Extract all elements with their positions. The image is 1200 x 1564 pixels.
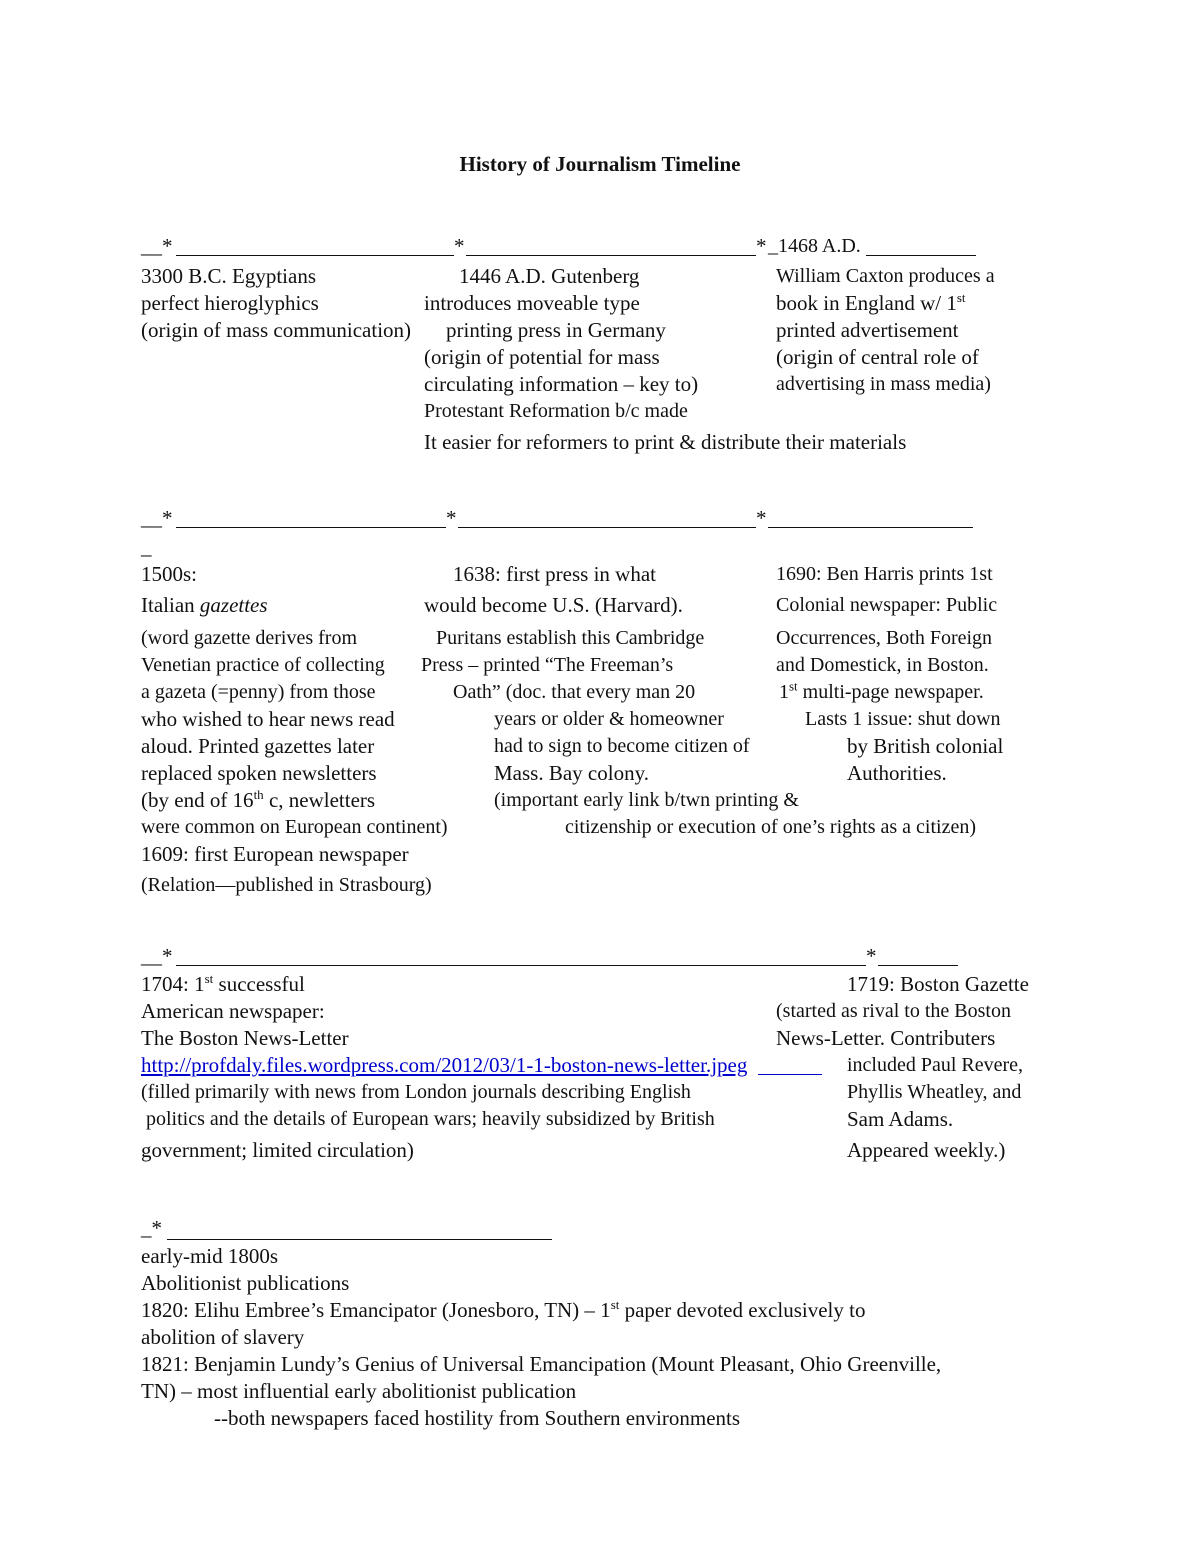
entry-line: circulating information – key to) <box>424 372 699 396</box>
entry-line: William Caxton produces a <box>776 265 995 287</box>
timeline-marker: * <box>756 234 767 258</box>
timeline-marker: _ <box>141 535 152 559</box>
timeline-rule <box>458 527 756 528</box>
timeline-rule <box>866 255 976 256</box>
entry-line: It easier for reformers to print & distribute their materials <box>424 430 907 454</box>
entry-line: citizenship or execution of one’s rights as a citizen) <box>565 816 976 838</box>
entry-line: government; limited circulation) <box>141 1138 414 1162</box>
entry-line: The Boston News-Letter <box>141 1026 349 1050</box>
timeline-marker: _* <box>141 1216 162 1240</box>
timeline-marker: * <box>446 506 457 530</box>
entry-line: 1704: 1st successful <box>141 971 305 996</box>
entry-line: (origin of potential for mass <box>424 345 660 369</box>
page-title: History of Journalism Timeline <box>459 152 741 176</box>
entry-line: --both newspapers faced hostility from Southern environments <box>214 1406 741 1430</box>
entry-line: Oath” (doc. that every man 20 <box>453 681 696 703</box>
entry-line: Press – printed “The Freeman’s <box>421 654 674 676</box>
entry-line: would become U.S. (Harvard). <box>424 593 683 617</box>
entry-line: aloud. Printed gazettes later <box>141 734 375 758</box>
entry-line: Puritans establish this Cambridge <box>436 627 705 649</box>
entry-line: News-Letter. Contributers <box>776 1026 996 1050</box>
timeline-rule <box>768 527 973 528</box>
entry-line: (started as rival to the Boston <box>776 1000 1011 1022</box>
entry-line: Appeared weekly.) <box>847 1138 1006 1162</box>
timeline-marker: __* <box>141 234 173 258</box>
entry-line: 1690: Ben Harris prints 1st <box>776 563 993 585</box>
timeline-marker: _1468 A.D. <box>768 235 861 257</box>
entry-line: Lasts 1 issue: shut down <box>805 708 1001 730</box>
entry-line: were common on European continent) <box>141 816 448 838</box>
entry-line: printed advertisement <box>776 318 959 342</box>
entry-line: a gazeta (=penny) from those <box>141 681 376 703</box>
link-underline <box>758 1074 822 1075</box>
entry-line: (Relation—published in Strasbourg) <box>141 874 432 896</box>
entry-line: Sam Adams. <box>847 1107 954 1131</box>
timeline-rule <box>167 1239 552 1240</box>
timeline-rule <box>878 965 958 966</box>
entry-line: 1820: Elihu Embree’s Emancipator (Jonesboro, TN) – 1st paper devoted exclusively to <box>141 1297 866 1322</box>
entry-line: abolition of slavery <box>141 1325 305 1349</box>
entry-line: Mass. Bay colony. <box>494 761 649 785</box>
entry-line: and Domestick, in Boston. <box>776 654 989 676</box>
entry-line: introduces moveable type <box>424 291 640 315</box>
entry-line: 1638: first press in what <box>453 562 656 586</box>
entry-line: (origin of mass communication) <box>141 318 412 342</box>
entry-line: early-mid 1800s <box>141 1244 279 1268</box>
entry-line: Venetian practice of collecting <box>141 654 385 676</box>
entry-line: (filled primarily with news from London journals describing English <box>141 1081 691 1103</box>
entry-line: Authorities. <box>847 761 947 785</box>
entry-line: printing press in Germany <box>446 318 666 342</box>
entry-line: 1719: Boston Gazette <box>847 972 1029 996</box>
entry-line: Occurrences, Both Foreign <box>776 627 993 649</box>
entry-line: replaced spoken newsletters <box>141 761 377 785</box>
entry-line: Italian gazettes <box>141 593 268 617</box>
entry-line: (important early link b/twn printing & <box>494 789 799 811</box>
entry-line: 3300 B.C. Egyptians <box>141 264 317 288</box>
entry-line: years or older & homeowner <box>494 708 724 730</box>
entry-line: 1st multi-page newspaper. <box>779 678 984 703</box>
entry-line: (by end of 16th c, newletters <box>141 787 376 812</box>
entry-line: book in England w/ 1st <box>776 290 966 315</box>
timeline-rule <box>176 255 454 256</box>
entry-line: Phyllis Wheatley, and <box>847 1081 1022 1103</box>
entry-line: 1500s: <box>141 562 198 586</box>
timeline-marker: __* <box>141 506 173 530</box>
entry-line: 1821: Benjamin Lundy’s Genius of Universal Emancipation (Mount Pleasant, Ohio Greenville, <box>141 1352 942 1376</box>
entry-line: Protestant Reformation b/c made <box>424 400 688 422</box>
timeline-marker: __* <box>141 944 173 968</box>
entry-line: Colonial newspaper: Public <box>776 594 998 616</box>
entry-line: advertising in mass media) <box>776 373 991 395</box>
entry-line: had to sign to become citizen of <box>494 735 750 757</box>
boston-news-letter-link[interactable]: http://profdaly.files.wordpress.com/2012/03/1-1-boston-news-letter.jpeg <box>141 1053 748 1077</box>
entry-line: who wished to hear news read <box>141 707 395 731</box>
timeline-marker: * <box>756 506 767 530</box>
timeline-rule <box>176 965 866 966</box>
entry-line: politics and the details of European wars; heavily subsidized by British <box>146 1108 715 1130</box>
timeline-rule <box>176 527 446 528</box>
entry-line: perfect hieroglyphics <box>141 291 319 315</box>
entry-line: (word gazette derives from <box>141 627 358 649</box>
entry-line: included Paul Revere, <box>847 1054 1024 1076</box>
entry-line: American newspaper: <box>141 999 325 1023</box>
timeline-rule <box>466 255 756 256</box>
entry-line: 1446 A.D. Gutenberg <box>459 264 640 288</box>
entry-line: 1609: first European newspaper <box>141 842 409 866</box>
entry-line: Abolitionist publications <box>141 1271 350 1295</box>
timeline-marker: * <box>454 234 465 258</box>
entry-line: TN) – most influential early abolitionist publication <box>141 1379 577 1403</box>
entry-line: by British colonial <box>847 734 1004 758</box>
entry-line: (origin of central role of <box>776 345 979 369</box>
timeline-marker: * <box>866 944 877 968</box>
